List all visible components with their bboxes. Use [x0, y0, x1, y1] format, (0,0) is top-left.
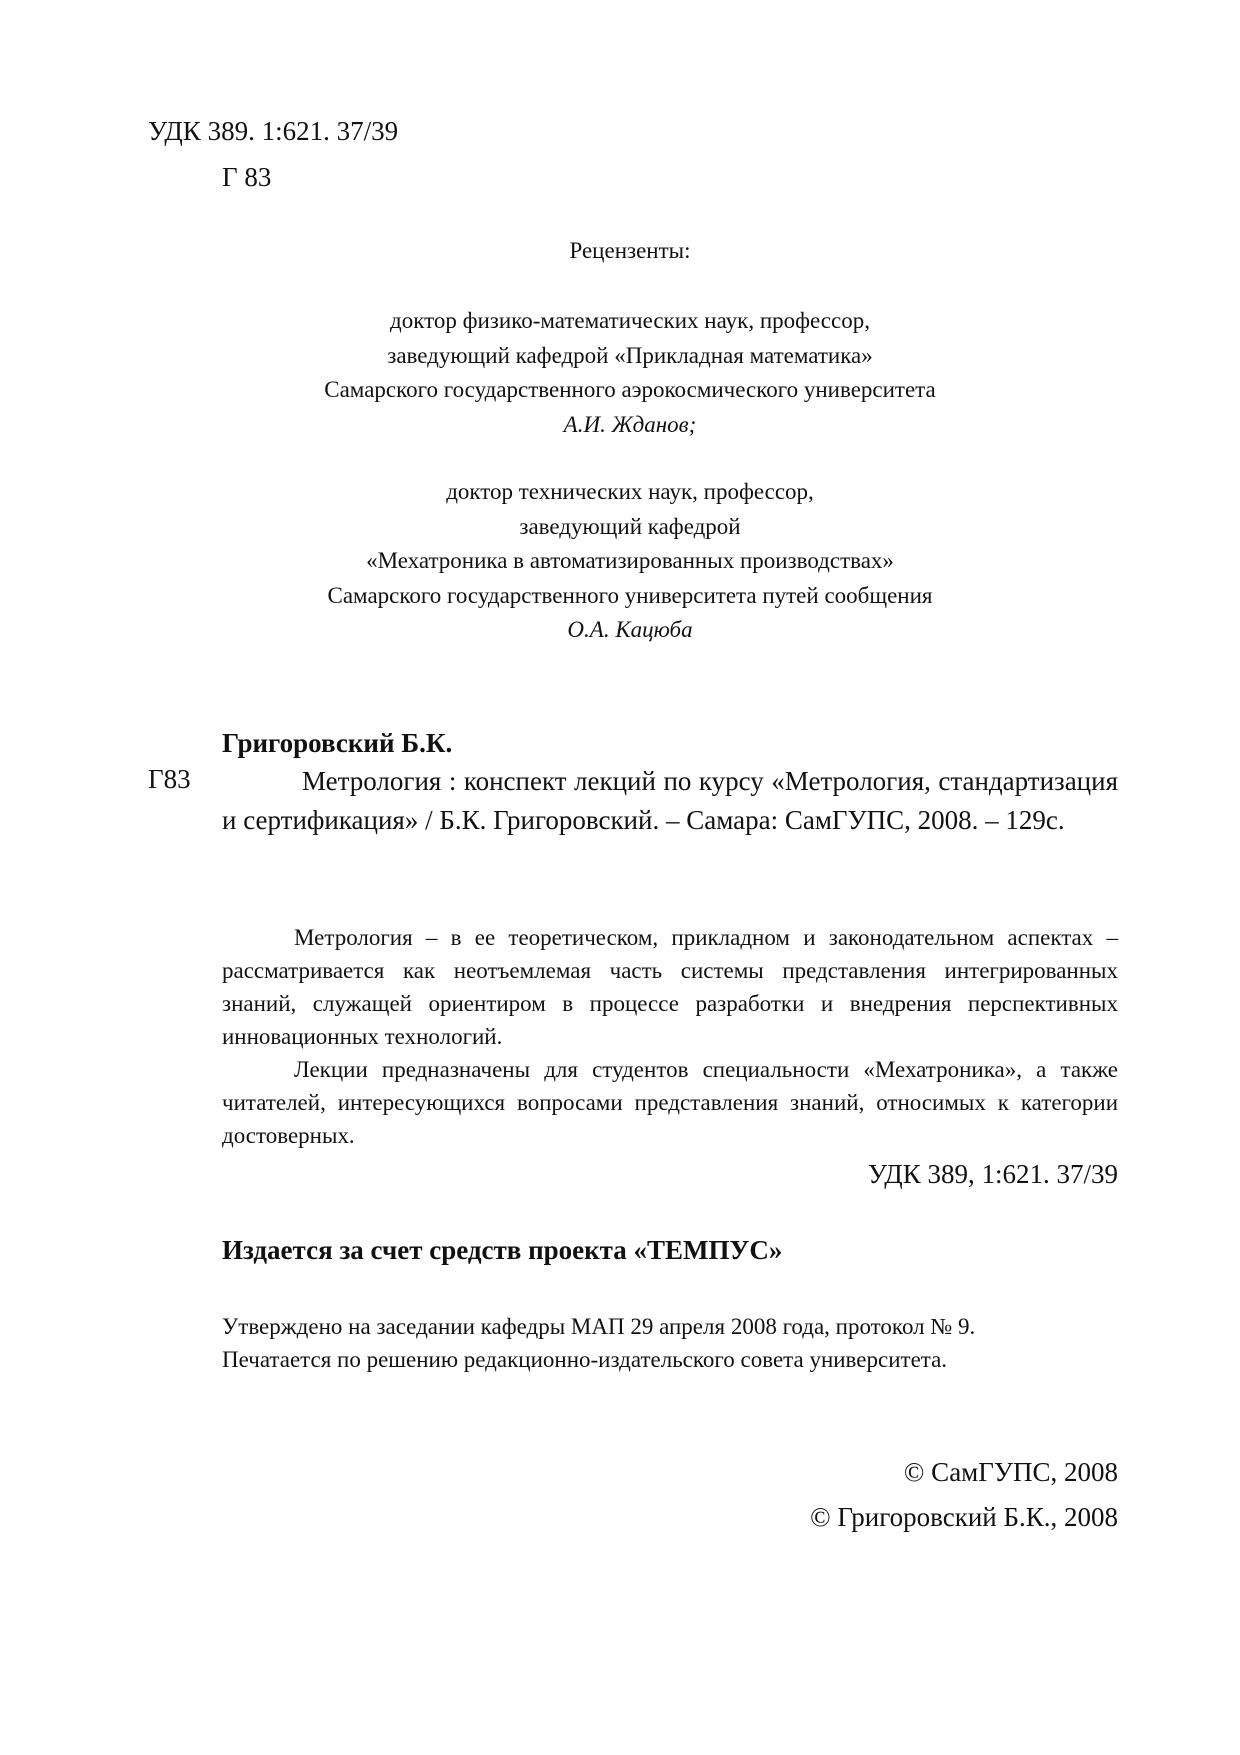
reviewer-line: «Мехатроника в автоматизированных производствах»	[366, 548, 894, 573]
book-author: Григоровский Б.К.	[222, 728, 453, 758]
approval-line: Утверждено на заседании кафедры МАП 29 апреля 2008 года, протокол № 9.	[222, 1314, 976, 1339]
udk-code: УДК 389. 1:621. 37/39	[148, 116, 399, 146]
reviewer-line: Самарского государственного аэрокосмического университета	[324, 377, 936, 402]
reviewer-entry	[0, 475, 1240, 648]
reviewer-line: доктор физико-математических наук, профессор,	[390, 308, 870, 333]
book-index-mark: Г83	[148, 764, 191, 794]
reviewer-name: А.И. Жданов;	[563, 411, 697, 437]
reviewer-name: О.А. Кацюба	[567, 617, 693, 642]
reviewers-heading: Рецензенты:	[569, 238, 691, 263]
reviewer-line: доктор технических наук, профессор,	[446, 479, 814, 504]
funding-note: Издается за счет средств проекта «ТЕМПУС»	[222, 1235, 783, 1265]
reviewer-line: Самарского государственного университета путей сообщения	[327, 582, 933, 608]
approval-note	[222, 1310, 975, 1376]
annotation	[222, 921, 1118, 1152]
reviewer-entry	[0, 304, 1240, 442]
annotation-paragraph: Метрология – в ее теоретическом, прикладном и законодательном аспектах – рассматривается как неотъемлемая часть системы представления интегрированных знаний, служащей ориентиром в процессе разработки и внедрения перспективных инновационных технологий.	[222, 925, 1118, 1049]
bibliographic-description	[222, 762, 1118, 840]
copyright-block	[810, 1450, 1118, 1540]
udk-code-bottom: УДК 389, 1:621. 37/39	[867, 1159, 1118, 1189]
reviewer-line: заведующий кафедрой «Прикладная математика»	[387, 342, 873, 368]
author-mark: Г 83	[222, 162, 272, 192]
copyright-line: © СамГУПС, 2008	[903, 1457, 1118, 1487]
bibliographic-text: Метрология : конспект лекций по курсу «Метрология, стандартизация и сертификация» / Б.К. Григоровский. – Самара: СамГУПС, 2008. – 129с.	[222, 766, 1118, 835]
annotation-paragraph: Лекции предназначены для студентов специальности «Мехатроника», а также читателей, интересующихся вопросами представления знаний, относимых к категории достоверных.	[222, 1057, 1118, 1148]
approval-line: Печатается по решению редакционно-издательского совета университета.	[222, 1347, 948, 1372]
reviewer-line: заведующий кафедрой	[519, 513, 741, 539]
copyright-line: © Григоровский Б.К., 2008	[810, 1502, 1118, 1532]
